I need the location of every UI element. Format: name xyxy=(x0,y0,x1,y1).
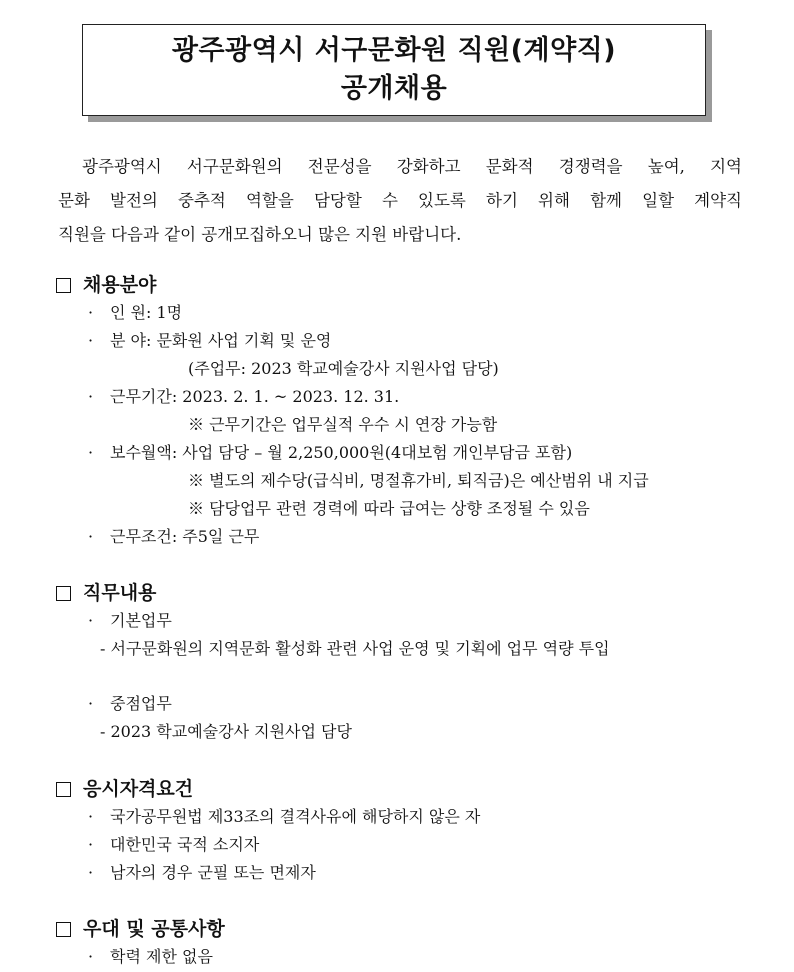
recruit-salary-note-1: ※ 별도의 제수당(급식비, 명절휴가비, 퇴직금)은 예산범위 내 지급 xyxy=(188,471,649,490)
recruit-salary: 보수월액: 사업 담당 – 월 2,250,000원(4대보험 개인부담금 포함) xyxy=(110,443,573,462)
section-title: 우대 및 공통사항 xyxy=(83,918,225,940)
recruit-field-note: (주업무: 2023 학교예술강사 지원사업 담당) xyxy=(188,359,499,378)
intro-line-2: 문화 발전의 중추적 역할을 담당할 수 있도록 하기 위해 함께 일할 계약직 xyxy=(58,191,742,210)
duties-basic-detail: - 서구문화원의 지역문화 활성화 관련 사업 운영 및 기획에 업무 역량 투입 xyxy=(100,639,610,658)
section-heading-preferences xyxy=(56,916,225,942)
page-subtitle: 공개채용 xyxy=(340,73,448,104)
bullet-icon: · xyxy=(88,807,94,826)
section-title: 채용분야 xyxy=(83,274,157,296)
bullet-icon: · xyxy=(88,331,94,350)
intro-line-3: 직원을 다음과 같이 공개모집하오니 많은 지원 바랍니다. xyxy=(58,225,462,244)
recruit-period: 근무기간: 2023. 2. 1. ~ 2023. 12. 31. xyxy=(110,387,400,406)
recruit-field: 분 야: 문화원 사업 기획 및 운영 xyxy=(110,331,332,350)
page-title: 광주광역시 서구문화원 직원(계약직) xyxy=(171,35,617,66)
qualification-item: 남자의 경우 군필 또는 면제자 xyxy=(110,863,316,882)
checkbox-square-icon xyxy=(56,922,71,937)
bullet-icon: · xyxy=(88,303,94,322)
recruit-conditions: 근무조건: 주5일 근무 xyxy=(110,527,260,546)
title-box xyxy=(82,24,706,116)
checkbox-square-icon xyxy=(56,586,71,601)
checkbox-square-icon xyxy=(56,782,71,797)
preference-item: 학력 제한 없음 xyxy=(110,947,213,966)
intro-paragraph xyxy=(58,150,742,252)
bullet-icon: · xyxy=(88,611,94,630)
duties-focus-label: 중점업무 xyxy=(110,694,172,713)
recruit-salary-note-2: ※ 담당업무 관련 경력에 따라 급여는 상향 조정될 수 있음 xyxy=(188,499,590,518)
section-title: 직무내용 xyxy=(83,582,157,604)
bullet-icon: · xyxy=(88,947,94,966)
recruit-period-note: ※ 근무기간은 업무실적 우수 시 연장 가능함 xyxy=(188,415,498,434)
bullet-icon: · xyxy=(88,443,94,462)
section-heading-duties xyxy=(56,580,156,606)
qualification-item: 대한민국 국적 소지자 xyxy=(110,835,260,854)
bullet-icon: · xyxy=(88,387,94,406)
section-heading-qualifications xyxy=(56,776,193,802)
intro-line-1: 광주광역시 서구문화원의 전문성을 강화하고 문화적 경쟁력을 높여, 지역 xyxy=(82,157,742,176)
duties-basic-label: 기본업무 xyxy=(110,611,172,630)
bullet-icon: · xyxy=(88,527,94,546)
qualification-item: 국가공무원법 제33조의 결격사유에 해당하지 않은 자 xyxy=(110,807,481,826)
bullet-icon: · xyxy=(88,835,94,854)
duties-focus-detail: - 2023 학교예술강사 지원사업 담당 xyxy=(100,722,352,741)
section-title: 응시자격요건 xyxy=(83,778,194,800)
checkbox-square-icon xyxy=(56,278,71,293)
bullet-icon: · xyxy=(88,863,94,882)
recruit-headcount: 인 원: 1명 xyxy=(110,303,183,322)
section-heading-recruit xyxy=(56,272,156,298)
bullet-icon: · xyxy=(88,694,94,713)
